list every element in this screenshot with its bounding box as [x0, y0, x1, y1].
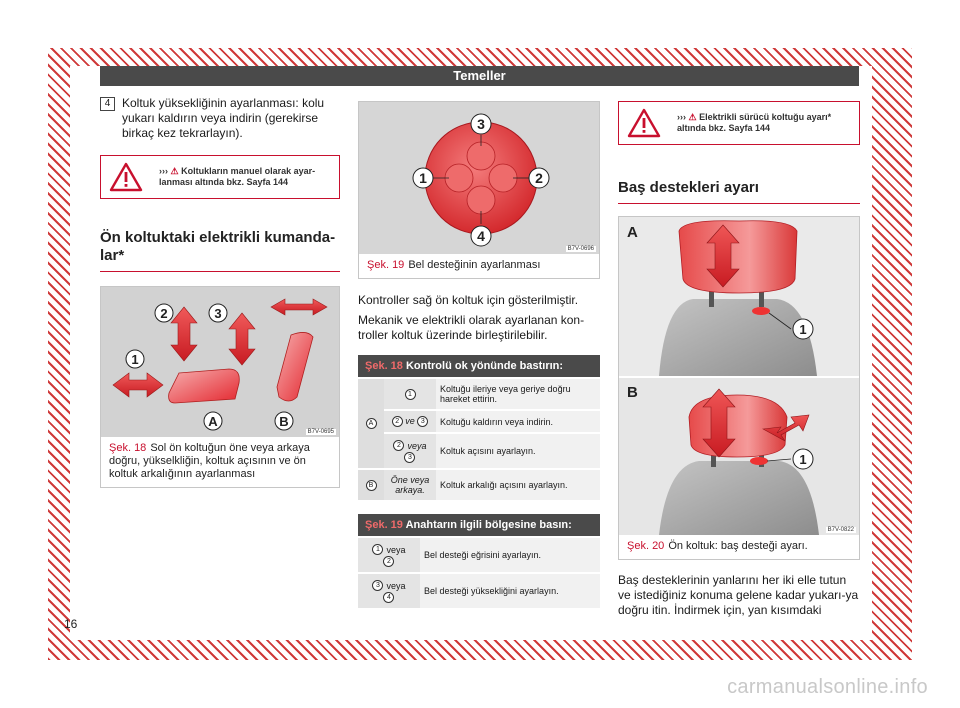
figure-20 — [618, 216, 860, 560]
paragraph: Baş desteklerinin yanlarını her iki elle tutun ve istediğiniz konuma gelene kadar yukarı-ya doğru itin. İndirmek için, yan kısımdaki — [618, 573, 859, 617]
figure-caption: Şek. 19 Bel desteğinin ayarlanması — [367, 259, 541, 271]
step-number: 4 — [100, 97, 115, 111]
section-heading: Ön koltuktaki elektrikli kumanda-lar* — [100, 229, 340, 272]
warning-box — [618, 101, 860, 145]
fig18-label-3: 3 — [214, 306, 222, 321]
table-row: 3 veya 4 Bel desteği yüksekliğini ayarlayın. — [358, 573, 600, 608]
table-title: Şek. 19 Anahtarın ilgili bölgesine basın: — [358, 514, 600, 536]
table-row: 2 ve 3 Koltuğu kaldırın veya indirin. — [358, 410, 600, 433]
table-fig19 — [358, 514, 600, 608]
figure-18-image — [101, 287, 339, 437]
label-A: A — [366, 418, 377, 429]
column-middle — [358, 96, 600, 608]
fig18-label-A: A — [208, 414, 218, 429]
fig19-label-3: 3 — [477, 116, 485, 132]
table-fig18 — [358, 355, 600, 500]
table-row: A 1 Koltuğu ileriye veya geriye doğru hareket ettirin. — [358, 378, 600, 410]
figure-19-image — [359, 102, 599, 254]
warning-triangle-icon — [109, 162, 143, 192]
warning-box — [100, 155, 340, 199]
figure-code: B7V-0696 — [567, 246, 594, 252]
paragraph: Mekanik ve elektrikli olarak ayarlanan kon-troller koltuk üzerinde birleştirilebilir. — [358, 313, 585, 342]
watermark: carmanualsonline.info — [727, 676, 928, 698]
page-header: Temeller — [100, 66, 859, 86]
fig20-label-1a: 1 — [799, 322, 807, 337]
table-row: 1 veya 2 Bel desteği eğrisini ayarlayın. — [358, 537, 600, 573]
table-row: B Öne veya arkaya. Koltuk arkalığı açısını ayarlayın. — [358, 469, 600, 500]
table-title: Şek. 18 Kontrolü ok yönünde bastırın: — [358, 355, 600, 377]
warning-small-icon: ⚠ — [170, 166, 179, 176]
figure-18 — [100, 286, 340, 488]
figure-20-image — [619, 217, 859, 535]
seat-cushion-switch — [169, 369, 240, 403]
figure-code: B7V-0695 — [307, 429, 334, 435]
figure-caption: Şek. 18 Sol ön koltuğun öne veya arkaya doğru, yükselkliğin, koltuk açısının ve ön koltuk arkalığının ayarlanması — [109, 442, 310, 480]
numbered-step — [100, 96, 340, 141]
fig19-label-2: 2 — [535, 170, 543, 186]
figure-caption: Şek. 20 Ön koltuk: baş desteği ayarı. — [627, 540, 808, 552]
lumbar-switch-illustration — [359, 102, 599, 254]
figure-19 — [358, 101, 600, 279]
paragraph: Kontroller sağ ön koltuk için gösterilmiştir. — [358, 293, 579, 307]
fig19-label-1: 1 — [419, 170, 427, 186]
fig20-label-1b: 1 — [799, 452, 807, 467]
table — [358, 377, 600, 500]
fig18-label-1: 1 — [131, 352, 139, 367]
section-heading: Baş destekleri ayarı — [618, 179, 860, 204]
headrest-illustration — [619, 217, 859, 535]
column-right — [618, 96, 860, 618]
panel-a-label: A — [627, 224, 638, 241]
panel-b-label: B — [627, 384, 638, 401]
fig19-label-4: 4 — [477, 228, 485, 244]
column-left — [100, 96, 340, 488]
figure-code: B7V-0822 — [827, 527, 854, 533]
table — [358, 536, 600, 608]
warning-triangle-icon — [627, 108, 661, 138]
step-text: Koltuk yüksekliğinin ayarlanması: kolu yukarı kaldırın veya indirin (gerekirse birkaç kez tekrarlayın). — [122, 96, 325, 140]
fig18-label-B: B — [279, 414, 289, 429]
label-B: B — [366, 480, 377, 491]
page-number: 16 — [64, 617, 78, 631]
warning-text: ››› ⚠ Elektrikli sürücü koltuğu ayarı* altında bkz. Sayfa 144 — [677, 112, 832, 133]
warning-text: ››› ⚠ Koltukların manuel olarak ayar-lanması altında bkz. Sayfa 144 — [159, 166, 316, 187]
fig18-label-2: 2 — [160, 306, 168, 321]
warning-small-icon: ⚠ — [688, 112, 697, 122]
table-row: 2 veya 3 Koltuk açısını ayarlayın. — [358, 433, 600, 469]
seat-controls-illustration — [101, 287, 339, 437]
